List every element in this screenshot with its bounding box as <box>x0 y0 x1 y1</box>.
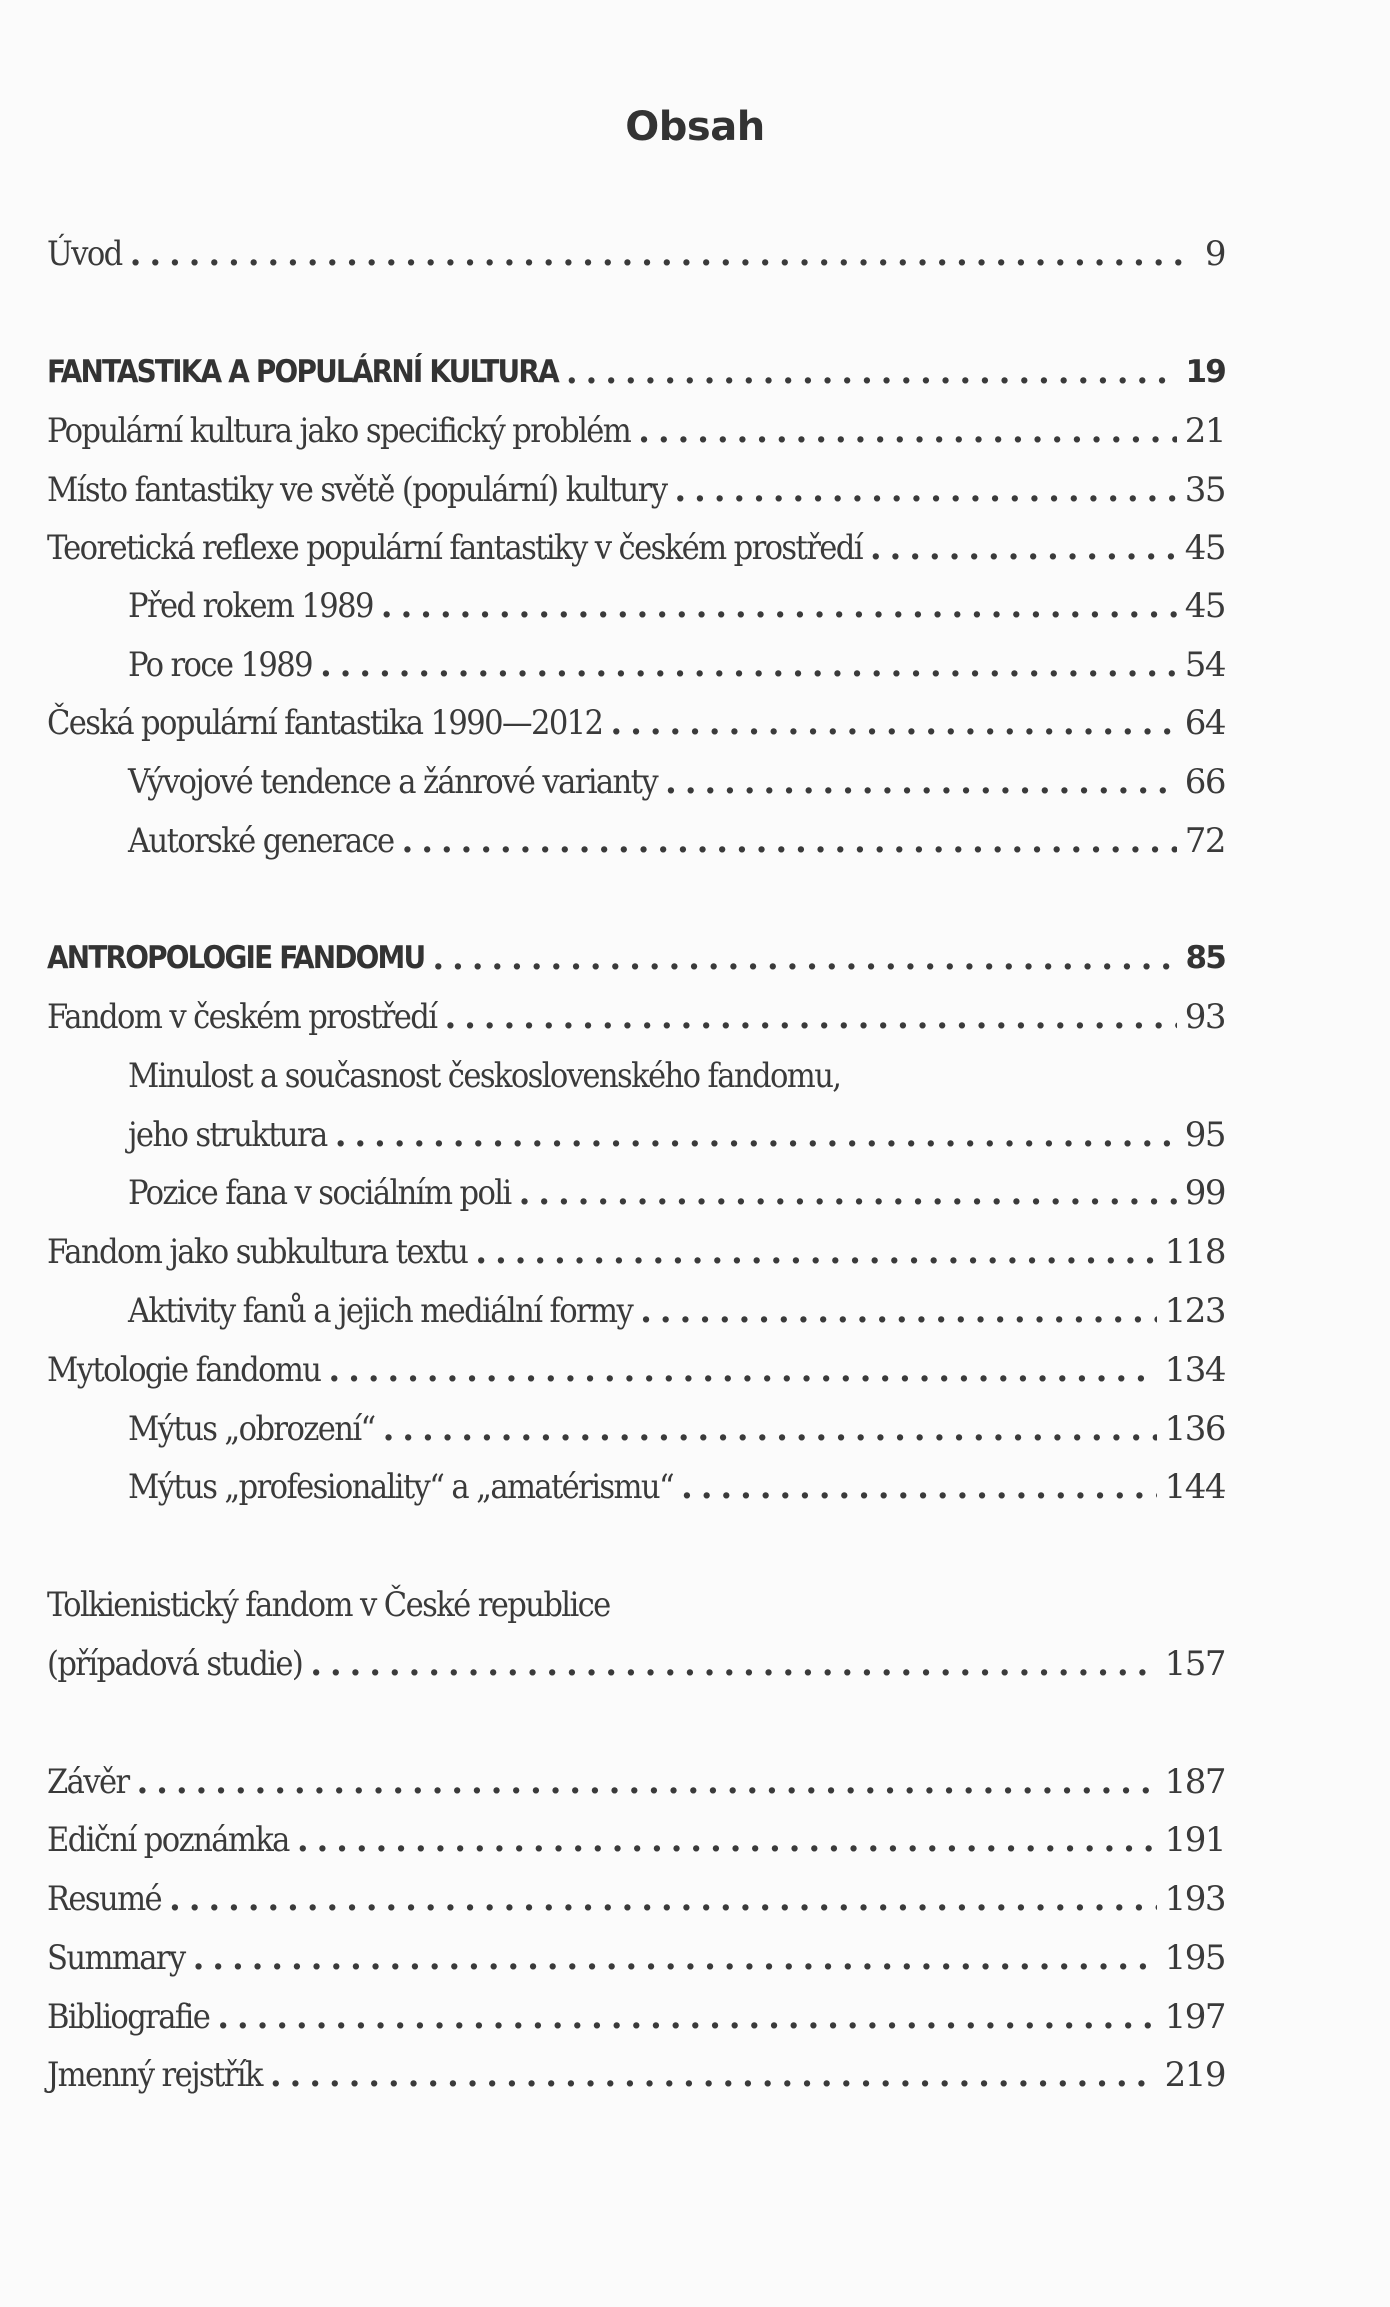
toc-entry-label: Před rokem 1989 <box>128 586 373 626</box>
toc-entry[interactable] <box>128 816 1225 866</box>
toc-entry-label: Fandom jako subkultura textu <box>47 1232 468 1272</box>
toc-entry[interactable] <box>47 1639 1225 1689</box>
toc-page-number: 72 <box>1184 821 1225 861</box>
dot-leader <box>270 2050 1157 2100</box>
toc-entry[interactable] <box>47 698 1225 748</box>
toc-entry-label: Summary <box>47 1938 185 1978</box>
toc-entry-label: Mytologie fandomu <box>47 1350 321 1390</box>
toc-section-heading[interactable] <box>47 347 1225 397</box>
dot-leader <box>136 1757 1156 1807</box>
toc-entry[interactable] <box>47 1345 1225 1395</box>
dot-leader <box>475 1227 1156 1277</box>
dot-leader <box>297 1815 1157 1865</box>
toc-entry-label: Úvod <box>47 234 122 274</box>
toc-page-number: 45 <box>1184 586 1225 626</box>
dot-leader <box>217 1992 1156 2042</box>
toc-entry-label: Závěr <box>47 1762 129 1802</box>
dot-leader <box>432 933 1177 983</box>
toc-entry[interactable] <box>47 1933 1225 1983</box>
dot-leader <box>610 698 1176 748</box>
toc-entry[interactable] <box>128 1286 1225 1336</box>
toc-entry[interactable] <box>47 406 1225 456</box>
toc-page-number: 85 <box>1185 940 1225 976</box>
toc-entry[interactable] <box>128 1110 1225 1160</box>
toc-page-number: 118 <box>1164 1232 1225 1272</box>
toc-entry-label: Česká populární fantastika 1990—2012 <box>47 703 603 743</box>
dot-leader <box>640 1286 1156 1336</box>
toc-entry-label: Bibliografie <box>47 1997 210 2037</box>
toc-page-number: 93 <box>1184 997 1225 1037</box>
toc-entry[interactable] <box>47 1874 1225 1924</box>
dot-leader <box>665 757 1177 807</box>
dot-leader <box>335 1110 1177 1160</box>
toc-entry-label: Aktivity fanů a jejich mediální formy <box>128 1291 633 1331</box>
dot-leader <box>566 347 1178 397</box>
toc-entry[interactable] <box>47 1992 1225 2042</box>
toc-entry-label: Resumé <box>47 1879 162 1919</box>
toc-page-number: 21 <box>1184 411 1225 451</box>
toc-page-number: 64 <box>1184 703 1225 743</box>
toc-page-number: 45 <box>1184 528 1225 568</box>
dot-leader <box>402 816 1177 866</box>
toc-entry-label: FANTASTIKA A POPULÁRNÍ KULTURA <box>47 354 558 390</box>
dot-leader <box>320 640 1177 690</box>
toc-page-number: 136 <box>1164 1409 1225 1449</box>
toc-entry-label: Teoretická reflexe populární fantastiky v českém prostředí <box>47 528 862 568</box>
toc-page-number: 54 <box>1184 645 1225 685</box>
toc-page-number: 197 <box>1164 1997 1225 2037</box>
dot-leader <box>638 406 1177 456</box>
toc-entry[interactable] <box>47 992 1225 1042</box>
dot-leader <box>681 1462 1157 1512</box>
toc-entry-label: Pozice fana v sociálním poli <box>128 1173 511 1213</box>
dot-leader <box>193 1933 1157 1983</box>
toc-page-number: 193 <box>1164 1879 1225 1919</box>
toc-entry-label: Populární kultura jako specifický problém <box>47 411 631 451</box>
toc-entry[interactable] <box>128 581 1225 631</box>
toc-entry[interactable] <box>47 229 1225 279</box>
toc-page-number: 66 <box>1184 762 1225 802</box>
toc-page-number: 95 <box>1184 1115 1225 1155</box>
toc-entry[interactable] <box>128 1404 1225 1454</box>
page-title: Obsah <box>625 104 765 150</box>
toc-entry-label: Vývojové tendence a žánrové varianty <box>128 762 658 802</box>
toc-entry-label: Ediční poznámka <box>47 1820 289 1860</box>
dot-leader <box>383 1404 1157 1454</box>
dot-leader <box>519 1168 1177 1218</box>
toc-entry[interactable] <box>128 1051 1225 1101</box>
dot-leader <box>674 465 1176 515</box>
dot-leader <box>381 581 1177 631</box>
toc-section-heading[interactable] <box>47 933 1225 983</box>
toc-entry[interactable] <box>128 1462 1225 1512</box>
toc-entry[interactable] <box>47 1815 1225 1865</box>
toc-page-number: 134 <box>1164 1350 1225 1390</box>
toc-entry-label: Minulost a současnost československého fandomu, <box>128 1056 841 1096</box>
dot-leader <box>169 1874 1157 1924</box>
toc-entry-label: Jmenný rejstřík <box>47 2055 262 2095</box>
toc-page-number: 123 <box>1164 1291 1225 1331</box>
toc-entry-label: (případová studie) <box>47 1644 303 1684</box>
dot-leader <box>310 1639 1156 1689</box>
toc-entry[interactable] <box>128 757 1225 807</box>
dot-leader <box>444 992 1176 1042</box>
toc-page-number: 195 <box>1164 1938 1225 1978</box>
toc-entry-label: jeho struktura <box>128 1115 327 1155</box>
toc-entry[interactable] <box>47 523 1225 573</box>
toc-entry[interactable] <box>47 1227 1225 1277</box>
toc-page-number: 144 <box>1164 1467 1225 1507</box>
toc-page-number: 19 <box>1185 354 1225 390</box>
toc-page-number: 35 <box>1184 470 1225 510</box>
dot-leader <box>130 229 1187 279</box>
toc-entry-label: Mýtus „obrození“ <box>128 1409 375 1449</box>
toc-entry[interactable] <box>128 640 1225 690</box>
toc-entry[interactable] <box>47 2050 1225 2100</box>
toc-entry-label: Po roce 1989 <box>128 645 312 685</box>
toc-page-number: 157 <box>1164 1644 1225 1684</box>
toc-entry[interactable] <box>47 1580 1225 1630</box>
toc-entry-label: ANTROPOLOGIE FANDOMU <box>47 940 425 976</box>
toc-entry[interactable] <box>128 1168 1225 1218</box>
toc-page-number: 99 <box>1184 1173 1225 1213</box>
toc-page-number: 187 <box>1164 1762 1225 1802</box>
toc-page-number: 191 <box>1164 1820 1225 1860</box>
toc-page-number: 219 <box>1164 2055 1225 2095</box>
dot-leader <box>870 523 1177 573</box>
toc-entry[interactable] <box>47 465 1225 515</box>
toc-entry-label: Tolkienistický fandom v České republice <box>47 1585 610 1625</box>
dot-leader <box>328 1345 1156 1395</box>
toc-entry-label: Místo fantastiky ve světě (populární) kultury <box>47 470 667 510</box>
toc-entry[interactable] <box>47 1757 1225 1807</box>
toc-entry-label: Mýtus „profesionality“ a „amatérismu“ <box>128 1467 674 1507</box>
toc-page-number: 9 <box>1204 234 1225 274</box>
toc-entry-label: Autorské generace <box>128 821 394 861</box>
toc-entry-label: Fandom v českém prostředí <box>47 997 437 1037</box>
